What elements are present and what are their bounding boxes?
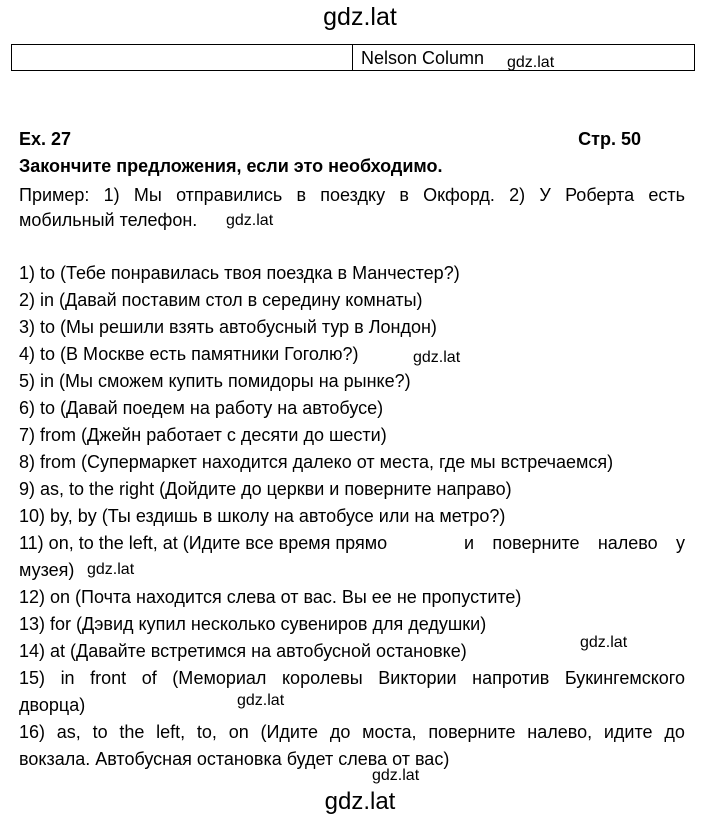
answer-3: 3) to (Мы решили взять автобусный тур в Лондон) bbox=[19, 317, 437, 337]
answer-15-word: in bbox=[60, 668, 75, 688]
answer-15-word: 15) bbox=[19, 668, 46, 688]
example-word: Роберта bbox=[565, 185, 635, 205]
answer-12: 12) on (Почта находится слева от вас. Вы ее не пропустите) bbox=[19, 587, 522, 607]
example-word: отправились bbox=[176, 185, 283, 205]
exercise-number: Ex. 27 bbox=[19, 129, 72, 149]
answer-16-word: (Идите bbox=[260, 722, 319, 742]
answer-15-word: Букингемского bbox=[564, 668, 685, 688]
watermark-small: gdz.lat bbox=[87, 561, 135, 578]
watermark-small: gdz.lat bbox=[372, 767, 420, 784]
answer-11-line-2: музея) bbox=[19, 560, 75, 580]
watermark-small: gdz.lat bbox=[413, 349, 461, 366]
watermark-top: gdz.lat bbox=[323, 3, 397, 31]
answer-11-line-1 bbox=[19, 532, 685, 554]
answer-16-word: left, bbox=[156, 722, 186, 742]
answer-16-line-2: вокзала. Автобусная остановка будет слева от вас) bbox=[19, 749, 450, 769]
answer-16-word: идите bbox=[603, 722, 653, 742]
example-line-2 bbox=[19, 209, 197, 231]
example-word: Мы bbox=[133, 185, 162, 205]
answer-15-line-2: дворца) bbox=[19, 695, 86, 715]
answer-15-word: Виктории bbox=[378, 668, 457, 688]
header-table bbox=[11, 44, 695, 71]
answer-16-word: on bbox=[228, 722, 249, 742]
exercise-heading bbox=[19, 128, 641, 150]
answer-16-word: налево, bbox=[527, 722, 593, 742]
answer-5: 5) in (Мы сможем купить помидоры на рынке?) bbox=[19, 371, 411, 391]
answer-15-word: (Мемориал bbox=[172, 668, 267, 688]
header-cell-empty bbox=[12, 45, 353, 70]
answer-9: 9) as, to the right (Дойдите до церкви и поверните направо) bbox=[19, 479, 512, 499]
answer-16-word: the bbox=[119, 722, 145, 742]
answer-15-word: front bbox=[90, 668, 127, 688]
example-word: Окфорд. bbox=[423, 185, 495, 205]
answer-11-text: 11) on, to the left, at (Идите все время прямо bbox=[19, 533, 388, 553]
example-word: 1) bbox=[103, 185, 120, 205]
answer-15-word: of bbox=[141, 668, 157, 688]
column-title: Nelson Column bbox=[361, 48, 485, 68]
example-word: в bbox=[399, 185, 409, 205]
answer-2: 2) in (Давай поставим стол в середину комнаты) bbox=[19, 290, 423, 310]
answer-1: 1) to (Тебе понравилась твоя поездка в Манчестер?) bbox=[19, 263, 460, 283]
answer-15-line-1 bbox=[19, 667, 685, 689]
example-word: 2) bbox=[509, 185, 526, 205]
answer-14: 14) at (Давайте встретимся на автобусной остановке) bbox=[19, 641, 467, 661]
watermark-small: gdz.lat bbox=[237, 692, 285, 709]
answer-16-word: to, bbox=[196, 722, 217, 742]
answer-16-word: поверните bbox=[428, 722, 516, 742]
example-word: в bbox=[296, 185, 307, 205]
answer-11-word: поверните bbox=[492, 533, 580, 553]
task-title: Закончите предложения, если это необходимо. bbox=[19, 156, 443, 176]
answer-16-word: to bbox=[92, 722, 108, 742]
answer-16-word: моста, bbox=[362, 722, 417, 742]
example-word: У bbox=[539, 185, 551, 205]
answer-15-word: королевы bbox=[281, 668, 363, 688]
answer-16-word: 16) bbox=[19, 722, 46, 742]
answer-11-word: налево bbox=[597, 533, 658, 553]
answer-10: 10) by, by (Ты ездишь в школу на автобусе или на метро?) bbox=[19, 506, 506, 526]
answer-11-word: и bbox=[464, 533, 475, 553]
answer-15-word: напротив bbox=[472, 668, 550, 688]
answer-16-word: до bbox=[664, 722, 685, 742]
example-line-1 bbox=[19, 184, 685, 206]
example-word: есть bbox=[648, 185, 685, 205]
watermark-small: gdz.lat bbox=[226, 212, 274, 229]
answer-16-word: до bbox=[329, 722, 351, 742]
answer-11-word: у bbox=[675, 533, 685, 553]
answer-16-line-1 bbox=[19, 721, 685, 743]
example-word: поездку bbox=[320, 185, 386, 205]
example-line-2-text: мобильный телефон. bbox=[19, 210, 198, 230]
watermark-small: gdz.lat bbox=[507, 54, 555, 71]
page-number: Стр. 50 bbox=[578, 129, 641, 149]
example-word: Пример: bbox=[19, 185, 90, 205]
answer-13: 13) for (Дэвид купил несколько сувениров для дедушки) bbox=[19, 614, 487, 634]
answer-11-text-right bbox=[464, 532, 685, 554]
answer-8: 8) from (Супермаркет находится далеко от места, где мы встречаемся) bbox=[19, 452, 614, 472]
answer-16-word: as, bbox=[56, 722, 81, 742]
answer-6: 6) to (Давай поедем на работу на автобусе) bbox=[19, 398, 384, 418]
answer-4: 4) to (В Москве есть памятники Гоголю?) bbox=[19, 344, 359, 364]
watermark-bottom: gdz.lat bbox=[324, 788, 396, 815]
watermark-small: gdz.lat bbox=[580, 634, 628, 651]
answer-7: 7) from (Джейн работает с десяти до шести) bbox=[19, 425, 387, 445]
